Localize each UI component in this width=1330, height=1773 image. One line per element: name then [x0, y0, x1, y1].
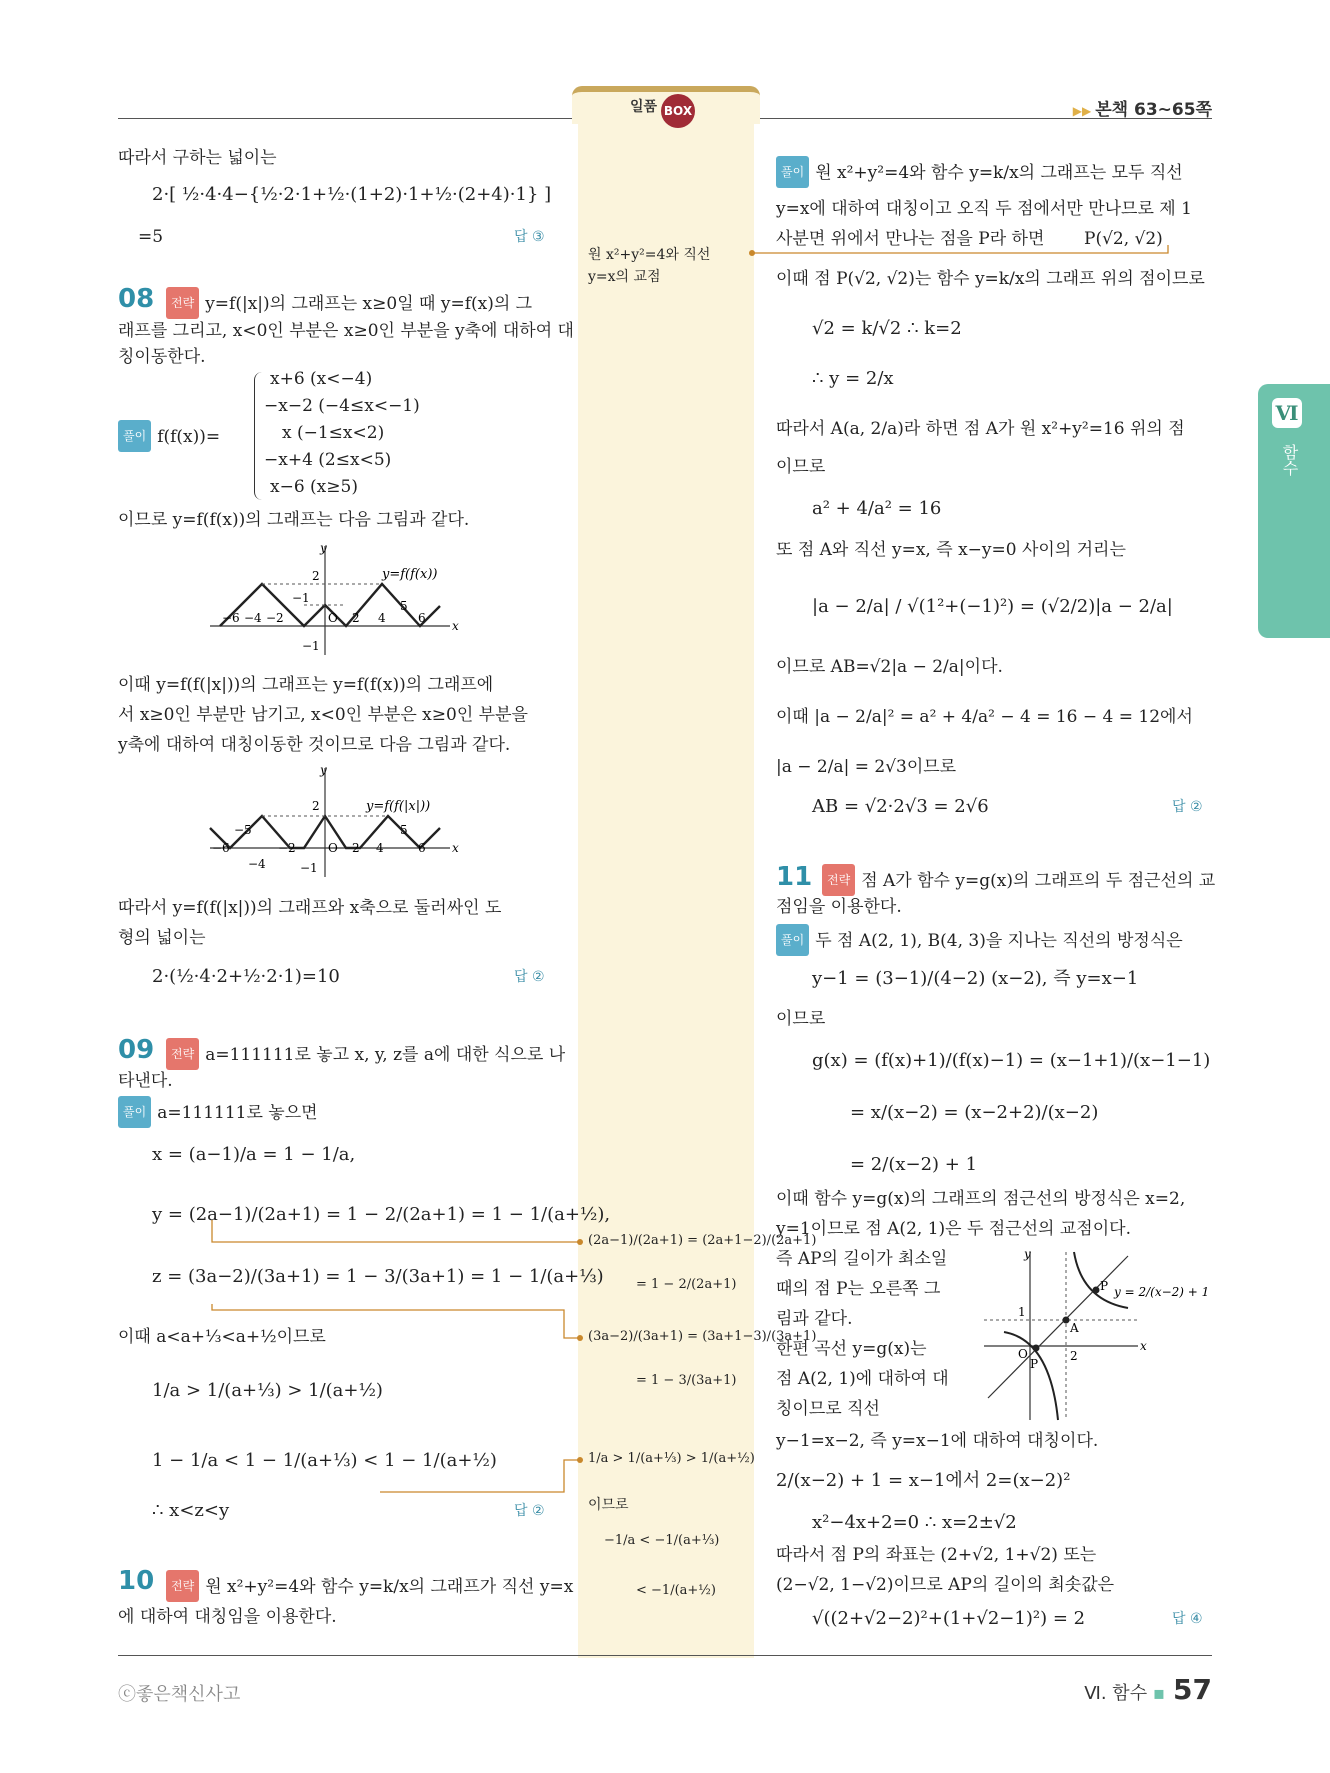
svg-text:4: 4	[376, 841, 384, 855]
formula-line: y = (2a−1)/(2a+1) = 1 − 2/(2a+1) = 1 − 1/(a+½),	[152, 1204, 611, 1225]
svg-text:x: x	[452, 841, 459, 855]
svg-text:−1: −1	[300, 861, 318, 875]
chapter-title: Ⅵ. 함수	[1084, 1683, 1148, 1704]
formula-line: AB = √2·2√3 = 2√6	[812, 796, 989, 817]
point-p	[1093, 1287, 1100, 1294]
svg-text:x: x	[1140, 1339, 1147, 1353]
svg-text:4: 4	[378, 611, 386, 625]
svg-text:2: 2	[352, 841, 360, 855]
box-badge: BOX	[661, 94, 695, 128]
point-p	[1033, 1345, 1040, 1352]
svg-text:O: O	[328, 611, 338, 625]
strategy-line: 에 대하여 대칭임을 이용한다.	[118, 1607, 337, 1627]
text-line: 이때 a<a+⅓<a+½이므로	[118, 1327, 326, 1347]
formula-line: x = (a−1)/a = 1 − 1/a,	[152, 1144, 356, 1165]
graph-hyperbola	[978, 1248, 1210, 1422]
svg-text:P: P	[1100, 1279, 1109, 1293]
page-number: 57	[1173, 1673, 1212, 1706]
text-line: 이므로	[776, 1009, 826, 1029]
text-line: 림과 같다.	[776, 1309, 853, 1329]
connector-lines	[200, 1220, 590, 1510]
answer-mark: 답 ②	[514, 1503, 545, 1519]
formula-line: 1/a > 1/(a+⅓) > 1/(a+½)	[152, 1380, 383, 1401]
svg-text:y: y	[320, 541, 327, 555]
answer-mark: 답 ③	[514, 229, 545, 245]
svg-text:5: 5	[400, 599, 408, 613]
strategy-line: 칭이동한다.	[118, 347, 206, 367]
svg-text:O: O	[328, 841, 338, 855]
formula-line: 2·(½·4·2+½·2·1)=10	[152, 966, 340, 987]
svg-text:−4: −4	[248, 857, 266, 871]
strategy-line: 타낸다.	[118, 1071, 173, 1091]
svg-text:2: 2	[312, 569, 320, 583]
side-note: = 1 − 2/(2a+1)	[636, 1277, 737, 1292]
text-line: 즉 AP의 길이가 최소일	[776, 1249, 948, 1269]
point-a	[1063, 1317, 1070, 1324]
text-line: 점 A(2, 1)에 대하여 대	[776, 1369, 949, 1389]
text-line: y−1=x−2, 즉 y=x−1에 대하여 대칭이다.	[776, 1431, 1099, 1451]
text-line: 이때 함수 y=g(x)의 그래프의 점근선의 방정식은 x=2,	[776, 1189, 1186, 1209]
solution-tag: 풀이	[118, 420, 151, 452]
svg-text:5: 5	[400, 823, 408, 837]
side-note: 1/a > 1/(a+⅓) > 1/(a+½)	[588, 1451, 755, 1466]
side-note: 원 x²+y²=4와 직선	[588, 247, 711, 263]
text-line: 이때 점 P(√2, √2)는 함수 y=k/x의 그래프 위의 점이므로	[776, 269, 1205, 289]
strategy-tag: 전략	[166, 287, 199, 319]
formula-line: g(x) = (f(x)+1)/(f(x)−1) = (x−1+1)/(x−1−1)	[812, 1050, 1211, 1071]
text-line: 따라서 y=f(f(|x|))의 그래프와 x축으로 둘러싸인 도	[118, 898, 502, 918]
text-line: 이므로	[776, 457, 826, 477]
svg-text:−4: −4	[244, 611, 262, 625]
svg-text:6: 6	[418, 841, 426, 855]
strategy-tag: 전략	[166, 1570, 199, 1602]
piecewise-case: x (−1≤x<2)	[282, 423, 385, 443]
box-label: 일품	[630, 99, 658, 115]
svg-text:y: y	[1024, 1248, 1031, 1261]
problem-number: 10	[118, 1566, 155, 1596]
formula-line: ∴ y = 2/x	[812, 368, 894, 389]
svg-text:x: x	[452, 619, 459, 633]
formula-line: 1 − 1/a < 1 − 1/(a+⅓) < 1 − 1/(a+½)	[152, 1450, 497, 1471]
graph-label: y=f(f(x))	[382, 567, 438, 582]
formula-line: √((2+√2−2)²+(1+√2−1)²) = 2	[812, 1608, 1086, 1629]
svg-text:A: A	[1070, 1321, 1079, 1335]
side-note: < −1/(a+½)	[636, 1583, 716, 1598]
solution-tag: 풀이	[118, 1096, 151, 1128]
strategy-tag: 전략	[166, 1038, 199, 1070]
graph-f-f-abs-x	[200, 762, 480, 882]
side-note: (2a−1)/(2a+1) = (2a+1−2)/(2a+1)	[588, 1233, 817, 1248]
formula-line: x²−4x+2=0 ∴ x=2±√2	[812, 1512, 1017, 1533]
formula-line: ∴ x<z<y	[152, 1500, 230, 1521]
text-line: y=1이므로 점 A(2, 1)은 두 점근선의 교점이다.	[776, 1219, 1131, 1239]
svg-text:−5: −5	[234, 823, 252, 837]
side-note: (3a−2)/(3a+1) = (3a+1−3)/(3a+1)	[588, 1329, 817, 1344]
text-line: 칭이므로 직선	[776, 1399, 880, 1419]
text-line: y=x에 대하여 대칭이고 오직 두 점에서만 만나므로 제 1	[776, 199, 1192, 219]
formula-line: a² + 4/a² = 16	[812, 498, 942, 519]
answer-mark: 답 ④	[1172, 1611, 1203, 1627]
strategy-line: 전략 원 x²+y²=4와 함수 y=k/x의 그래프가 직선 y=x	[166, 1570, 573, 1602]
side-note: y=x의 교점	[588, 269, 661, 285]
side-note: 이므로	[588, 1497, 629, 1513]
chapter-side-tab[interactable]	[1258, 384, 1330, 638]
solution-tag: 풀이	[776, 156, 809, 188]
piecewise-case: x+6 (x<−4)	[270, 369, 373, 389]
graph-f-f-x	[200, 540, 480, 660]
strategy-line: 래프를 그리고, x<0인 부분은 x≥0인 부분을 y축에 대하여 대	[118, 321, 574, 341]
text-line: 이때 |a − 2/a|² = a² + 4/a² − 4 = 16 − 4 = 12에서	[776, 707, 1193, 727]
solution-line: 풀이 f(f(x))=	[118, 420, 220, 452]
svg-text:1: 1	[1018, 1305, 1026, 1319]
chapter-label: 함수	[1280, 444, 1299, 476]
formula-line: 2·[ ½·4·4−{½·2·1+½·(1+2)·1+½·(2+4)·1} ]	[152, 184, 552, 205]
answer-mark: 답 ②	[514, 969, 545, 985]
svg-text:−1: −1	[292, 591, 310, 605]
text-line: 따라서 A(a, 2/a)라 하면 점 A가 원 x²+y²=16 위의 점	[776, 419, 1185, 439]
formula-line: = x/(x−2) = (x−2+2)/(x−2)	[850, 1102, 1099, 1123]
middle-notes-column	[578, 88, 754, 1658]
piecewise-brace	[254, 372, 265, 500]
double-arrow-icon: ▶▶	[1072, 104, 1092, 118]
formula-line: 2/(x−2) + 1 = x−1에서 2=(x−2)²	[776, 1470, 1071, 1491]
svg-text:−6: −6	[222, 611, 240, 625]
solution-tag: 풀이	[776, 924, 809, 956]
text-line: 따라서 점 P의 좌표는 (2+√2, 1+√2) 또는	[776, 1545, 1097, 1565]
text-line: 서 x≥0인 부분만 남기고, x<0인 부분은 x≥0인 부분을	[118, 705, 528, 725]
hyperbola-branch	[1004, 1332, 1058, 1420]
solution-line: 풀이 a=111111로 놓으면	[118, 1096, 318, 1128]
strategy-line: 점임을 이용한다.	[776, 897, 902, 917]
text-line: 이때 y=f(f(|x|))의 그래프는 y=f(f(x))의 그래프에	[118, 675, 494, 695]
piecewise-case: −x+4 (2≤x<5)	[264, 450, 392, 470]
svg-text:y: y	[320, 763, 327, 777]
strategy-line: 전략 y=f(|x|)의 그래프는 x≥0일 때 y=f(x)의 그	[166, 287, 532, 319]
side-note: = 1 − 3/(3a+1)	[636, 1373, 737, 1388]
page-reference: ▶▶ 본책 63~65쪽	[1072, 100, 1212, 120]
formula-line: = 2/(x−2) + 1	[850, 1154, 978, 1175]
line-y-x-1	[988, 1256, 1128, 1398]
piecewise-case: −x−2 (−4≤x<−1)	[264, 396, 420, 416]
svg-text:−1: −1	[302, 639, 320, 653]
text-line: 또 점 A와 직선 y=x, 즉 x−y=0 사이의 거리는	[776, 540, 1126, 560]
piecewise-case: x−6 (x≥5)	[270, 477, 358, 497]
problem-number: 08	[118, 284, 155, 314]
text-line: y축에 대하여 대칭이동한 것이므로 다음 그림과 같다.	[118, 735, 511, 755]
text-line: |a − 2/a| = 2√3이므로	[776, 757, 957, 777]
text-line: 따라서 구하는 넓이는	[118, 148, 277, 168]
svg-text:−2: −2	[278, 841, 296, 855]
strategy-line: 전략 점 A가 함수 y=g(x)의 그래프의 두 점근선의 교	[822, 864, 1215, 896]
text-line: 형의 넓이는	[118, 928, 206, 948]
formula-line: =5	[138, 227, 164, 247]
side-note: −1/a < −1/(a+⅓)	[604, 1533, 720, 1548]
chapter-roman-numeral: Ⅵ	[1272, 398, 1302, 428]
separator-icon: ▪	[1152, 1683, 1166, 1704]
svg-text:2: 2	[1070, 1349, 1078, 1363]
formula-line: y−1 = (3−1)/(4−2) (x−2), 즉 y=x−1	[812, 968, 1139, 989]
strategy-line: 전략 a=111111로 놓고 x, y, z를 a에 대한 식으로 나	[166, 1038, 565, 1070]
problem-number: 11	[776, 862, 813, 892]
graph-label: y=f(f(|x|))	[366, 799, 431, 814]
footer-rule	[118, 1655, 1212, 1656]
text-line: (2−√2, 1−√2)이므로 AP의 길이의 최솟값은	[776, 1575, 1115, 1595]
answer-mark: 답 ②	[1172, 799, 1203, 815]
formula-line: |a − 2/a| / √(1²+(−1)²) = (√2/2)|a − 2/a|	[812, 596, 1173, 617]
solution-line: 풀이 두 점 A(2, 1), B(4, 3)을 지나는 직선의 방정식은	[776, 924, 1183, 956]
text-line: P(√2, √2)	[1084, 229, 1163, 249]
text-line: 때의 점 P는 오른쪽 그	[776, 1279, 941, 1299]
svg-text:6: 6	[418, 611, 426, 625]
formula-line: √2 = k/√2 ∴ k=2	[812, 318, 962, 339]
graph-label: y = 2/(x−2) + 1	[1114, 1285, 1210, 1299]
header-rule-left	[118, 118, 572, 119]
svg-text:2: 2	[352, 611, 360, 625]
strategy-tag: 전략	[822, 864, 855, 896]
svg-text:P: P	[1030, 1357, 1039, 1371]
svg-text:2: 2	[312, 799, 320, 813]
svg-text:−2: −2	[266, 611, 284, 625]
formula-line: z = (3a−2)/(3a+1) = 1 − 3/(3a+1) = 1 − 1/(a+⅓)	[152, 1266, 604, 1287]
svg-text:O: O	[1018, 1347, 1028, 1361]
svg-text:−6: −6	[212, 841, 230, 855]
publisher-mark: ⓒ좋은책신사고	[118, 1684, 241, 1705]
text-line: 한편 곡선 y=g(x)는	[776, 1339, 927, 1359]
text-line: 이므로 y=f(f(x))의 그래프는 다음 그림과 같다.	[118, 510, 470, 530]
page-footer	[1084, 1673, 1212, 1706]
text-line: 사분면 위에서 만나는 점을 P라 하면	[776, 229, 1045, 249]
text-line: 이므로 AB=√2|a − 2/a|이다.	[776, 657, 1003, 677]
solution-line: 풀이 원 x²+y²=4와 함수 y=k/x의 그래프는 모두 직선	[776, 156, 1183, 188]
problem-number: 09	[118, 1035, 155, 1065]
